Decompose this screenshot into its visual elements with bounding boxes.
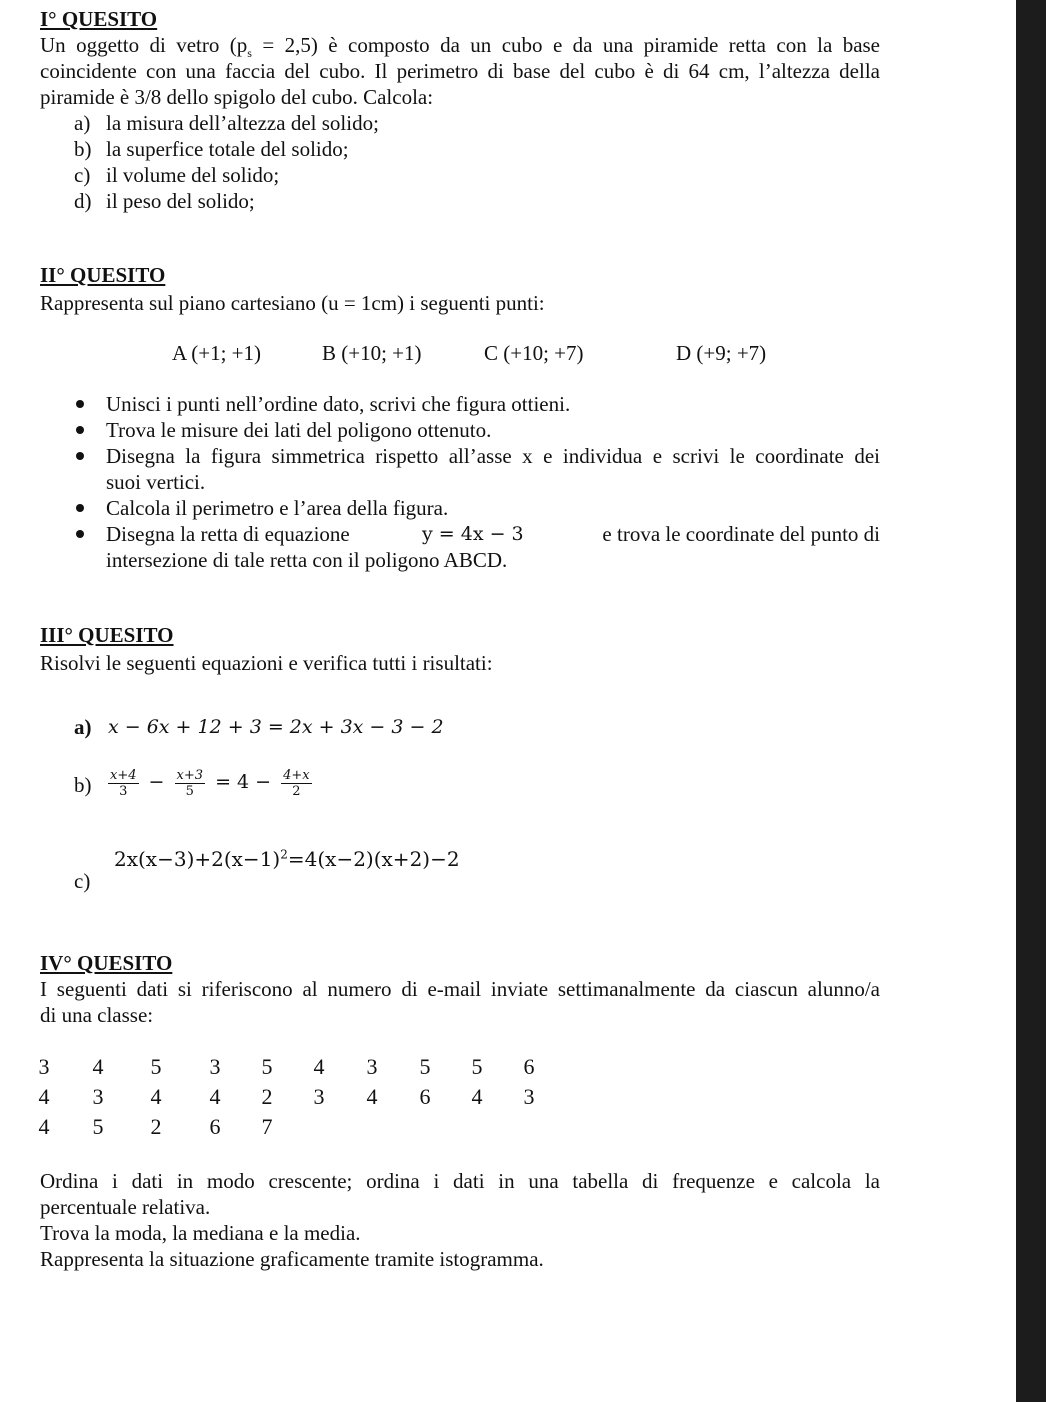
q1-line3: piramide è 3/8 dello spigolo del cubo. Calcola: xyxy=(40,85,434,109)
q4-title: IV° QUESITO xyxy=(40,951,173,975)
data-value: 5 xyxy=(92,1114,104,1139)
data-value: 3 xyxy=(38,1054,50,1079)
q1-line1-b: = 2,5) è composto da un cubo e da una piramide retta con la base xyxy=(251,33,881,57)
q4-tail-3: Rappresenta la situazione graficamente tramite istogramma. xyxy=(40,1247,544,1271)
q2-title: II° QUESITO xyxy=(40,263,166,287)
q1-item-text-b: la superfice totale del solido; xyxy=(106,137,349,161)
q1-item-text-a: la misura dell’altezza del solido; xyxy=(106,111,379,135)
q1-item-label-d: d) xyxy=(74,189,92,213)
q1-line2: coincidente con una faccia del cubo. Il perimetro di base del cubo è di 64 cm, l’altezza della xyxy=(40,59,880,83)
q3-b-label: b) xyxy=(74,773,92,797)
scrollbar[interactable] xyxy=(1016,0,1046,1402)
q4-tail-1: Ordina i dati in modo crescente; ordina i dati in una tabella di frequenze e calcola la xyxy=(40,1169,880,1193)
data-value: 3 xyxy=(209,1054,221,1079)
data-value: 4 xyxy=(313,1054,325,1079)
q1-item-text-c: il volume del solido; xyxy=(106,163,280,187)
q1-item-label-b: b) xyxy=(74,137,92,161)
q2-bullet-3: Disegna la figura simmetrica rispetto all’asse x e individua e scrivi le coordinate dei xyxy=(106,444,880,468)
q2-bullet-3-cont: suoi vertici. xyxy=(106,470,206,494)
data-value: 5 xyxy=(261,1054,273,1079)
q3-title: III° QUESITO xyxy=(40,623,174,647)
fraction xyxy=(175,768,206,799)
q3-c-eq-b: =4(x−2)(x+2)−2 xyxy=(287,847,460,871)
data-value: 3 xyxy=(92,1084,104,1109)
data-value: 3 xyxy=(366,1054,378,1079)
bullet-dot xyxy=(76,452,84,460)
data-value: 4 xyxy=(209,1084,221,1109)
bullet-dot xyxy=(76,504,84,512)
numerator: x+4 xyxy=(110,767,137,783)
fraction xyxy=(108,768,139,799)
minus-sign: − xyxy=(148,771,165,793)
q2-bullet-2: Trova le misure dei lati del poligono ottenuto. xyxy=(106,418,492,442)
denominator: 2 xyxy=(292,783,301,799)
q2-bullet-5: Disegna la retta di equazione xyxy=(106,522,350,546)
point-d: D (+9; +7) xyxy=(676,341,767,365)
q1-title: I° QUESITO xyxy=(40,7,158,31)
numerator: x+3 xyxy=(176,767,204,783)
data-value: 4 xyxy=(92,1054,104,1079)
q1-item-text-d: il peso del solido; xyxy=(106,189,255,213)
q1-item-label-c: c) xyxy=(74,163,91,187)
bullet-dot xyxy=(76,400,84,408)
data-value: 4 xyxy=(150,1084,162,1109)
q3-b-equation xyxy=(104,762,316,802)
q3-c-equation xyxy=(114,846,460,872)
data-value: 6 xyxy=(523,1054,535,1079)
q1-line1 xyxy=(40,32,881,61)
data-value: 5 xyxy=(150,1054,162,1079)
q2-intro: Rappresenta sul piano cartesiano (u = 1cm) i seguenti punti: xyxy=(40,291,545,315)
q4-tail-1-cont: percentuale relativa. xyxy=(40,1195,211,1219)
q4-line2: di una classe: xyxy=(40,1003,154,1027)
denominator: 3 xyxy=(119,783,128,799)
q3-c-eq-a: 2x(x−3)+2(x−1) xyxy=(114,847,281,871)
data-value: 4 xyxy=(471,1084,483,1109)
q2-bullet-5-cont: intersezione di tale retta con il poligono ABCD. xyxy=(106,548,508,572)
q2-bullet-1: Unisci i punti nell’ordine dato, scrivi che figura ottieni. xyxy=(106,392,571,416)
q1-item-label-a: a) xyxy=(74,111,91,135)
bullet-dot xyxy=(76,530,84,538)
data-value: 5 xyxy=(419,1054,431,1079)
q3-c-label: c) xyxy=(74,869,91,893)
data-value: 4 xyxy=(366,1084,378,1109)
data-value: 2 xyxy=(261,1084,273,1109)
q2-bullet-4: Calcola il perimetro e l’area della figura. xyxy=(106,496,449,520)
data-value: 3 xyxy=(313,1084,325,1109)
numerator: 4+x xyxy=(283,767,310,783)
fraction xyxy=(281,768,312,799)
q3-a-label: a) xyxy=(74,715,92,739)
data-value: 3 xyxy=(523,1084,535,1109)
bullet-dot xyxy=(76,426,84,434)
q2-bullet-5-tail: e trova le coordinate del punto di xyxy=(602,522,880,546)
data-value: 7 xyxy=(261,1114,273,1139)
point-b: B (+10; +1) xyxy=(322,341,422,365)
data-value: 5 xyxy=(471,1054,483,1079)
q1-ps-sub: s xyxy=(247,46,252,61)
data-value: 6 xyxy=(419,1084,431,1109)
q3-intro: Risolvi le seguenti equazioni e verifica tutti i risultati: xyxy=(40,651,493,675)
q2-equation: y = 4x − 3 xyxy=(422,523,524,545)
data-value: 2 xyxy=(150,1114,162,1139)
data-value: 6 xyxy=(209,1114,221,1139)
equals-four-minus: = 4 − xyxy=(215,771,272,793)
q3-c-exponent: 2 xyxy=(280,847,288,862)
data-value: 4 xyxy=(38,1084,50,1109)
denominator: 5 xyxy=(185,783,194,799)
point-c: C (+10; +7) xyxy=(484,341,584,365)
point-a: A (+1; +1) xyxy=(172,341,262,365)
q1-line1-a: Un oggetto di vetro (p xyxy=(40,33,248,57)
q4-tail-2: Trova la moda, la mediana e la media. xyxy=(40,1221,361,1245)
data-value: 4 xyxy=(38,1114,50,1139)
q3-a-equation: x − 6x + 12 + 3 = 2x + 3x − 3 − 2 xyxy=(108,716,444,738)
q4-line1: I seguenti dati si riferiscono al numero di e-mail inviate settimanalmente da ciascun alunno/a xyxy=(40,977,880,1001)
